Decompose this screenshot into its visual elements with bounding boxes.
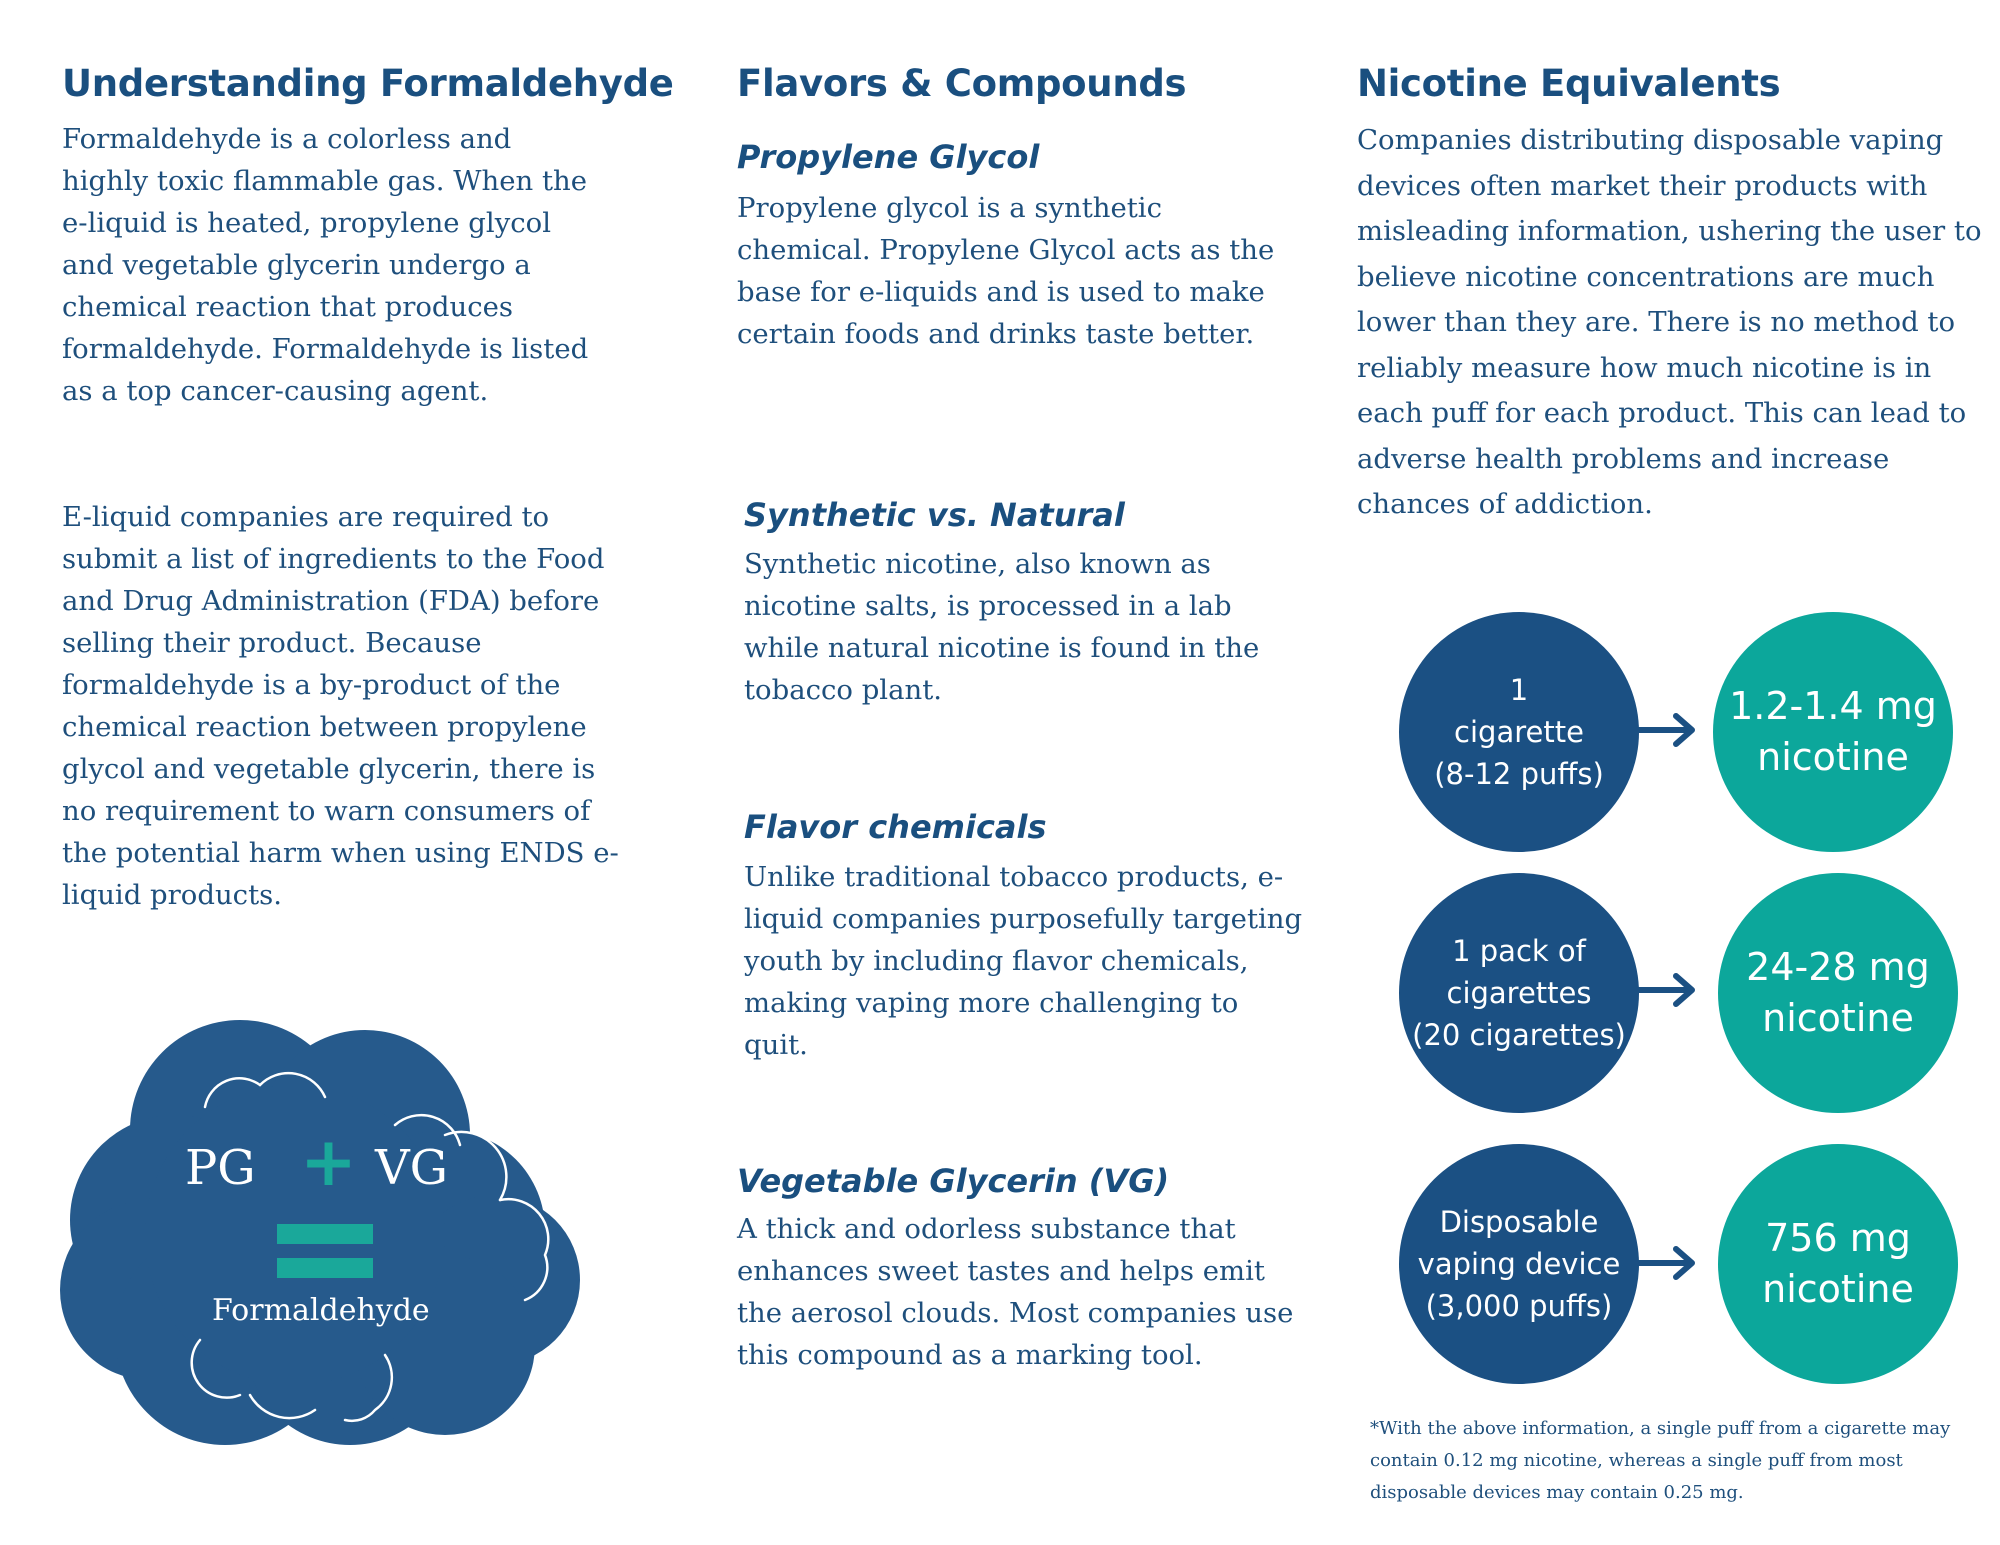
amount-circle-cigarette (1713, 612, 1953, 852)
source-line: (8-12 puffs) (1434, 757, 1604, 791)
source-circle-disposable (1399, 1144, 1639, 1384)
arrow-right-icon (1636, 712, 1698, 748)
section-heading-vegetable-glycerin: Vegetable Glycerin (VG) (737, 1162, 1170, 1200)
cloud-illustration (55, 1015, 605, 1455)
source-line: 1 pack of (1452, 934, 1586, 968)
section-text-synthetic-natural: Synthetic nicotine, also known as nicotine salts, is processed in a lab while natural nicotine is found in the tobacco plant. (744, 548, 1260, 706)
formaldehyde-paragraph-1: Formaldehyde is a colorless and highly toxic flammable gas. When the e-liquid is heated, propylene glycol and vegetable glycerin undergo a chemical reaction that produces formaldehyde. Formaldehyde is listed as a top cancer-causing agent. (62, 123, 589, 407)
section-heading-propylene-glycol: Propylene Glycol (737, 138, 1040, 176)
cloud-result-label: Formaldehyde (212, 1293, 430, 1328)
arrow-right-icon (1636, 1245, 1698, 1281)
source-line: vaping device (1417, 1247, 1621, 1281)
section-text-propylene-glycol: Propylene glycol is a synthetic chemical. Propylene Glycol acts as the base for e-liquids and is used to make certain foods and drinks taste better. (737, 192, 1275, 350)
flavors-title: Flavors & Compounds (737, 62, 1187, 105)
section-text-flavor-chemicals: Unlike traditional tobacco products, e-liquid companies purposefully targeting youth by including flavor chemicals, making vaping more challenging to quit. (744, 861, 1303, 1061)
cloud-vg-label: VG (375, 1140, 449, 1196)
source-circle-cigarette (1399, 612, 1639, 852)
amount-line: nicotine (1762, 996, 1914, 1040)
cloud-plus-sign: + (300, 1123, 357, 1202)
equals-bar-top (277, 1224, 373, 1244)
source-line: 1 (1509, 673, 1529, 707)
section-heading-synthetic-natural: Synthetic vs. Natural (744, 496, 1125, 534)
source-line: (3,000 puffs) (1425, 1289, 1613, 1323)
nicotine-title: Nicotine Equivalents (1357, 62, 1781, 105)
amount-line: nicotine (1757, 735, 1909, 779)
source-circle-pack (1399, 873, 1639, 1113)
section-heading-flavor-chemicals: Flavor chemicals (744, 808, 1047, 846)
amount-circle-pack (1718, 873, 1958, 1113)
amount-circle-disposable (1718, 1144, 1958, 1384)
arrow-right-icon (1636, 972, 1698, 1008)
amount-line: 756 mg (1765, 1216, 1911, 1260)
nicotine-paragraph: Companies distributing disposable vaping devices often market their products with misleading information, ushering the user to believe nicotine concentrations are much lower than they are. There is no method to reliably measure how much nicotine is in each puff for each product. This can lead to adverse health problems and increase chances of addiction. (1357, 124, 1982, 520)
amount-line: nicotine (1762, 1267, 1914, 1311)
cloud-pg-label: PG (185, 1140, 256, 1196)
footnote: *With the above information, a single puff from a cigarette may contain 0.12 mg nicotine, whereas a single puff from most disposable devices may contain 0.25 mg. (1370, 1418, 1951, 1503)
source-line: (20 cigarettes) (1412, 1018, 1626, 1052)
formaldehyde-title: Understanding Formaldehyde (62, 62, 674, 105)
section-text-vegetable-glycerin: A thick and odorless substance that enhances sweet tastes and helps emit the aerosol clouds. Most companies use this compound as a marking tool. (737, 1213, 1294, 1371)
formaldehyde-paragraph-2: E-liquid companies are required to submit a list of ingredients to the Food and Drug Administration (FDA) before selling their product. Because formaldehyde is a by-product of the chemical reaction between propylene glycol and vegetable glycerin, there is no requirement to warn consumers of the potential harm when using ENDS e-liquid products. (62, 501, 619, 911)
amount-line: 24-28 mg (1746, 945, 1930, 989)
source-line: cigarette (1454, 715, 1584, 749)
source-line: Disposable (1439, 1205, 1599, 1239)
equals-bar-bottom (277, 1258, 373, 1278)
amount-line: 1.2-1.4 mg (1729, 684, 1937, 728)
source-line: cigarettes (1446, 976, 1592, 1010)
